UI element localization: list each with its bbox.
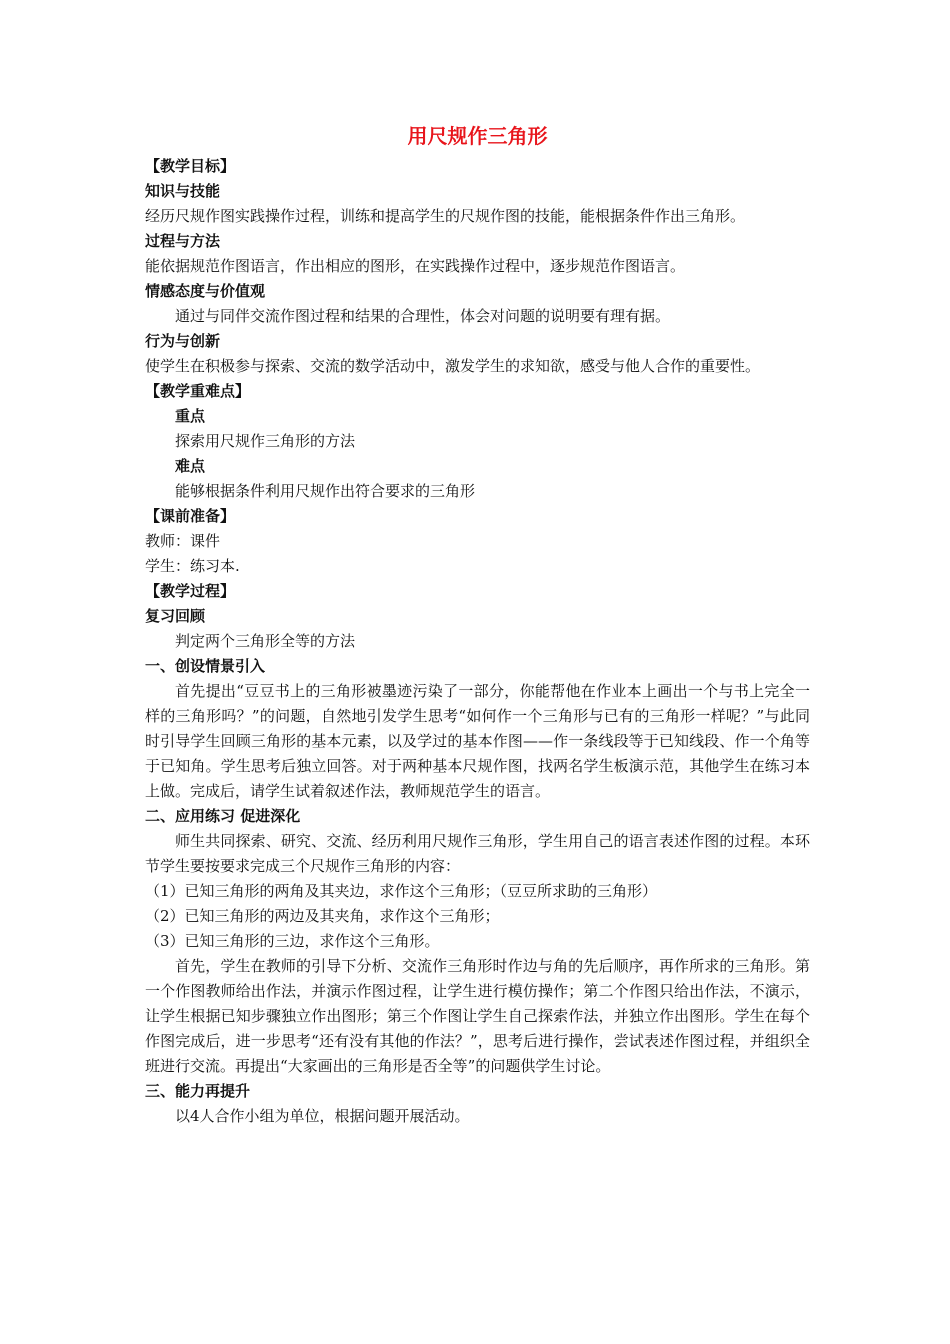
- difficulty-heading: 难点: [175, 457, 206, 475]
- section2-text: 师生共同探索、研究、交流、经历利用尺规作三角形，学生用自己的语言表述作图的过程。本环节学生要按要求完成三个尺规作三角形的内容：: [145, 832, 810, 875]
- document-page: [145, 118, 810, 1129]
- process-text: 能依据规范作图语言，作出相应的图形，在实践操作过程中，逐步规范作图语言。: [145, 257, 686, 275]
- section1-text: 首先提出“豆豆书上的三角形被墨迹污染了一部分，你能帮他在作业本上画出一个与书上完全一样的三角形吗？”的问题，自然地引发学生思考“如何作一个三角形与已有的三角形一样呢？”与此同时引导学生回顾三角形的基本元素，以及学过的基本作图——作一条线段等于已知线段、作一个角等于已知角。学生思考后独立回答。对于两种基本尺规作图，找两名学生板演示范，其他学生在练习本上做。完成后，请学生试着叙述作法，教师规范学生的语言。: [145, 682, 810, 800]
- section2-heading: 二、应用练习 促进深化: [145, 807, 301, 825]
- prep-student: 学生：练习本.: [145, 557, 240, 575]
- section2-text-2: 首先，学生在教师的引导下分析、交流作三角形时作边与角的先后顺序，再作所求的三角形。第一个作图教师给出作法，并演示作图过程，让学生进行模仿操作；第二个作图只给出作法，不演示，让学生根据已知步骤独立作出图形；第三个作图让学生自己探索作法，并独立作出图形。学生在每个作图完成后，进一步思考“还有没有其他的作法？”，思考后进行操作，尝试表述作图过程，并组织全班进行交流。再提出“大家画出的三角形是否全等”的问题供学生讨论。: [145, 957, 810, 1075]
- document-title: 用尺规作三角形: [407, 124, 548, 148]
- attitude-heading: 情感态度与价值观: [145, 282, 266, 300]
- keypoints-header: 【教学重难点】: [145, 382, 251, 400]
- process-section-header: 【教学过程】: [145, 582, 236, 600]
- list-item-3: （3）已知三角形的三边，求作这个三角形。: [145, 932, 440, 950]
- prep-header: 【课前准备】: [145, 507, 236, 525]
- key-text: 探索用尺规作三角形的方法: [175, 432, 356, 450]
- list-item-2: （2）已知三角形的两边及其夹角，求作这个三角形；: [145, 907, 500, 925]
- review-text: 判定两个三角形全等的方法: [175, 632, 356, 650]
- key-heading: 重点: [175, 407, 206, 425]
- section3-heading: 三、能力再提升: [145, 1082, 251, 1100]
- list-item-1: （1）已知三角形的两角及其夹边，求作这个三角形；（豆豆所求助的三角形）: [145, 882, 658, 900]
- prep-teacher: 教师：课件: [145, 532, 221, 550]
- knowledge-heading: 知识与技能: [145, 182, 221, 200]
- process-heading: 过程与方法: [145, 232, 221, 250]
- difficulty-text: 能够根据条件利用尺规作出符合要求的三角形: [175, 482, 476, 500]
- behavior-text: 使学生在积极参与探索、交流的数学活动中，激发学生的求知欲，感受与他人合作的重要性。: [145, 357, 761, 375]
- objectives-header: 【教学目标】: [145, 157, 236, 175]
- section1-heading: 一、创设情景引入: [145, 657, 266, 675]
- attitude-text: 通过与同伴交流作图过程和结果的合理性，体会对问题的说明要有理有据。: [175, 307, 671, 325]
- review-heading: 复习回顾: [145, 607, 206, 625]
- behavior-heading: 行为与创新: [145, 332, 221, 350]
- section3-text: 以4人合作小组为单位，根据问题开展活动。: [175, 1107, 470, 1125]
- knowledge-text: 经历尺规作图实践操作过程，训练和提高学生的尺规作图的技能，能根据条件作出三角形。: [145, 207, 746, 225]
